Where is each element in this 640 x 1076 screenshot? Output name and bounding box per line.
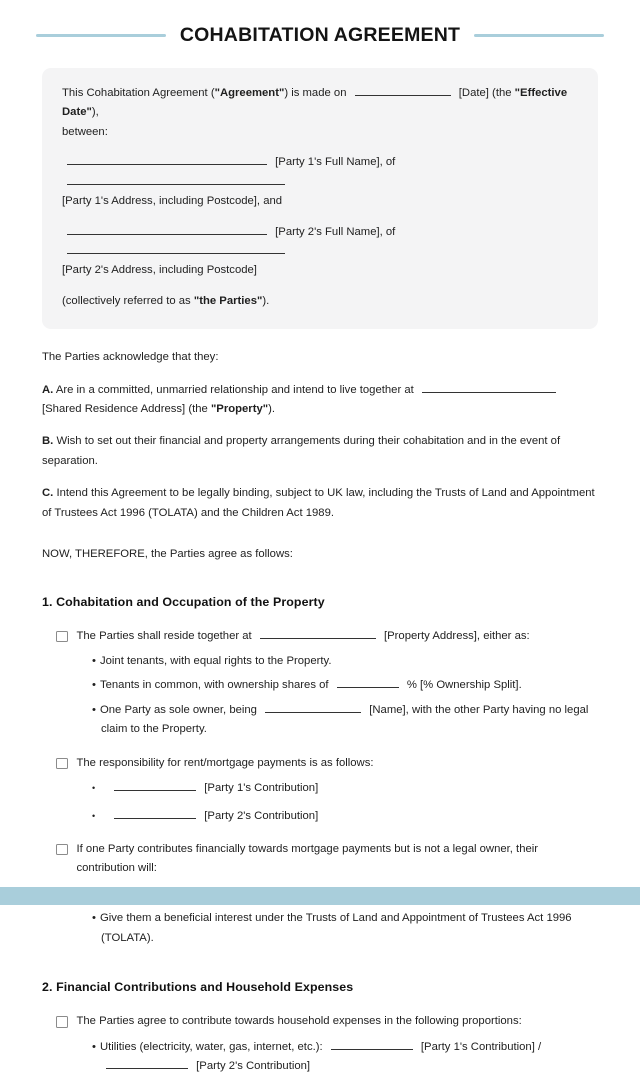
sole-owner-after: [Name], with the other Party having no legal claim to the Property. [101,704,588,735]
party1-contribution-blank-field[interactable] [114,782,196,791]
party2-name-label: [Party 2's Full Name], of [275,226,395,238]
sole-owner-name-blank-field[interactable] [265,704,361,713]
bullet-dot-icon: • [92,655,96,667]
intro-agreement-term: "Agreement" [215,87,285,99]
shared-residence-blank-field[interactable] [422,384,556,393]
sole-owner-before: One Party as sole owner, being [100,704,257,716]
beneficial-interest-text: Give them a beneficial interest under the Trusts of Land and Appointment of Trustees Act 1996 (TOLATA). [100,912,572,943]
checkbox-icon[interactable] [56,758,68,770]
checklist-label-rent-responsibility: The responsibility for rent/mortgage payments is as follows: [77,754,374,773]
bullet-dot-icon: • [92,704,96,716]
list-item [92,909,598,948]
bullet-dot-icon: • [92,781,95,796]
footer-bar [0,887,640,905]
joint-tenants-text: Joint tenants, with equal rights to the Property. [100,655,332,667]
intro-between-label: between: [62,126,108,138]
household-expenses-list [42,1038,598,1076]
checklist-item-reside-together[interactable] [42,627,598,646]
the-parties-term: "the Parties" [194,295,262,307]
tenants-common-before: Tenants in common, with ownership shares of [100,679,329,691]
acknowledge-item-c [42,484,598,523]
reside-text-after: [Property Address], either as: [384,630,530,642]
acknowledge-intro: The Parties acknowledge that they: [42,348,598,367]
collective-parties-paragraph [62,292,578,311]
acknowledge-marker-b: B. [42,435,53,447]
intro-text-a: This Cohabitation Agreement ( [62,87,215,99]
bullet-dot-icon: • [92,1041,96,1053]
utilities-before: Utilities (electricity, water, gas, internet, etc.): [100,1041,323,1053]
header-rule-left [36,34,166,37]
checklist-label-household-expenses: The Parties agree to contribute towards household expenses in the following proportions: [77,1012,522,1031]
collective-text-b: ). [262,295,269,307]
utilities-after: [Party 2's Contribution] [196,1060,310,1072]
acknowledge-item-a [42,381,598,420]
acknowledge-item-b [42,432,598,471]
party1-address-blank-field[interactable] [67,176,285,185]
checklist-item-household-expenses[interactable] [42,1012,598,1031]
header-rule-right [474,34,604,37]
tenants-common-after: % [% Ownership Split]. [407,679,522,691]
occupation-options-list [42,652,598,740]
list-item [92,701,598,740]
party2-contribution-label: [Party 2's Contribution] [204,810,318,822]
party2-paragraph [62,223,578,281]
checklist-label-non-owner-contribution: If one Party contributes financially towards mortgage payments but is not a legal owner, their contribution will: [77,840,599,879]
list-item [92,676,598,695]
checkbox-icon[interactable] [56,844,68,856]
ownership-share-blank-field[interactable] [337,679,399,688]
party2-contribution-blank-field[interactable] [114,809,196,818]
party1-contribution-label: [Party 1's Contribution] [204,782,318,794]
list-item [92,652,598,671]
party1-rent-line [109,779,318,798]
bullet-dot-icon: • [92,809,95,824]
party1-address-label: [Party 1's Address, including Postcode], and [62,195,282,207]
property-address-blank-field[interactable] [260,629,376,638]
document-header [0,0,640,47]
acknowledge-text-a: Are in a committed, unmarried relationship and intend to live together at [56,384,414,396]
list-item [92,807,598,826]
intro-effective-date-term: "Effective Date" [62,87,567,118]
acknowledge-text-c: Intend this Agreement to be legally binding, subject to UK law, including the Trusts of Land and Appointment of Trustees Act 1996 (TOLATA) and the Children Act 1989. [42,487,595,518]
acknowledge-text-a-end: ). [268,403,275,415]
party2-name-blank-field[interactable] [67,225,267,234]
bullet-dot-icon: • [92,679,96,691]
section-1-heading: 1. Cohabitation and Occupation of the Property [42,595,598,609]
list-item [92,779,598,798]
intro-made-on-paragraph [62,84,578,142]
party1-paragraph [62,153,578,211]
checklist-label-reside-together [77,627,530,646]
section-2-heading: 2. Financial Contributions and Household Expenses [42,980,598,994]
list-item [92,1038,598,1076]
utilities-mid: [Party 1's Contribution] / [421,1041,541,1053]
party2-address-label: [Party 2's Address, including Postcode] [62,264,257,276]
date-blank-field[interactable] [355,87,451,96]
utilities-party2-blank-field[interactable] [106,1060,188,1069]
party2-rent-line [109,807,318,826]
checkbox-icon[interactable] [56,1016,68,1028]
document-body [0,348,640,1076]
acknowledge-marker-a: A. [42,384,53,396]
collective-text-a: (collectively referred to as [62,295,191,307]
party1-name-label: [Party 1's Full Name], of [275,156,395,168]
checkbox-icon[interactable] [56,631,68,643]
bullet-dot-icon: • [92,912,96,924]
utilities-party1-blank-field[interactable] [331,1040,413,1049]
intro-text-b: ) is made on [284,87,346,99]
acknowledge-marker-c: C. [42,487,53,499]
acknowledge-text-b: Wish to set out their financial and property arrangements during their cohabitation and in the event of separation. [42,435,560,466]
party1-name-blank-field[interactable] [67,156,267,165]
reside-text-before: The Parties shall reside together at [77,630,252,642]
rent-contribution-list [42,779,598,826]
checklist-item-rent-responsibility[interactable] [42,754,598,773]
property-term: "Property" [211,403,268,415]
party2-address-blank-field[interactable] [67,245,285,254]
intro-date-label: [Date] (the [459,87,512,99]
intro-card [42,68,598,329]
shared-residence-label: [Shared Residence Address] (the [42,403,208,415]
intro-text-c: ), [92,106,99,118]
checklist-item-non-owner-contribution[interactable] [42,840,598,879]
page-title: COHABITATION AGREEMENT [180,24,460,47]
now-therefore-paragraph: NOW, THEREFORE, the Parties agree as follows: [42,545,598,564]
